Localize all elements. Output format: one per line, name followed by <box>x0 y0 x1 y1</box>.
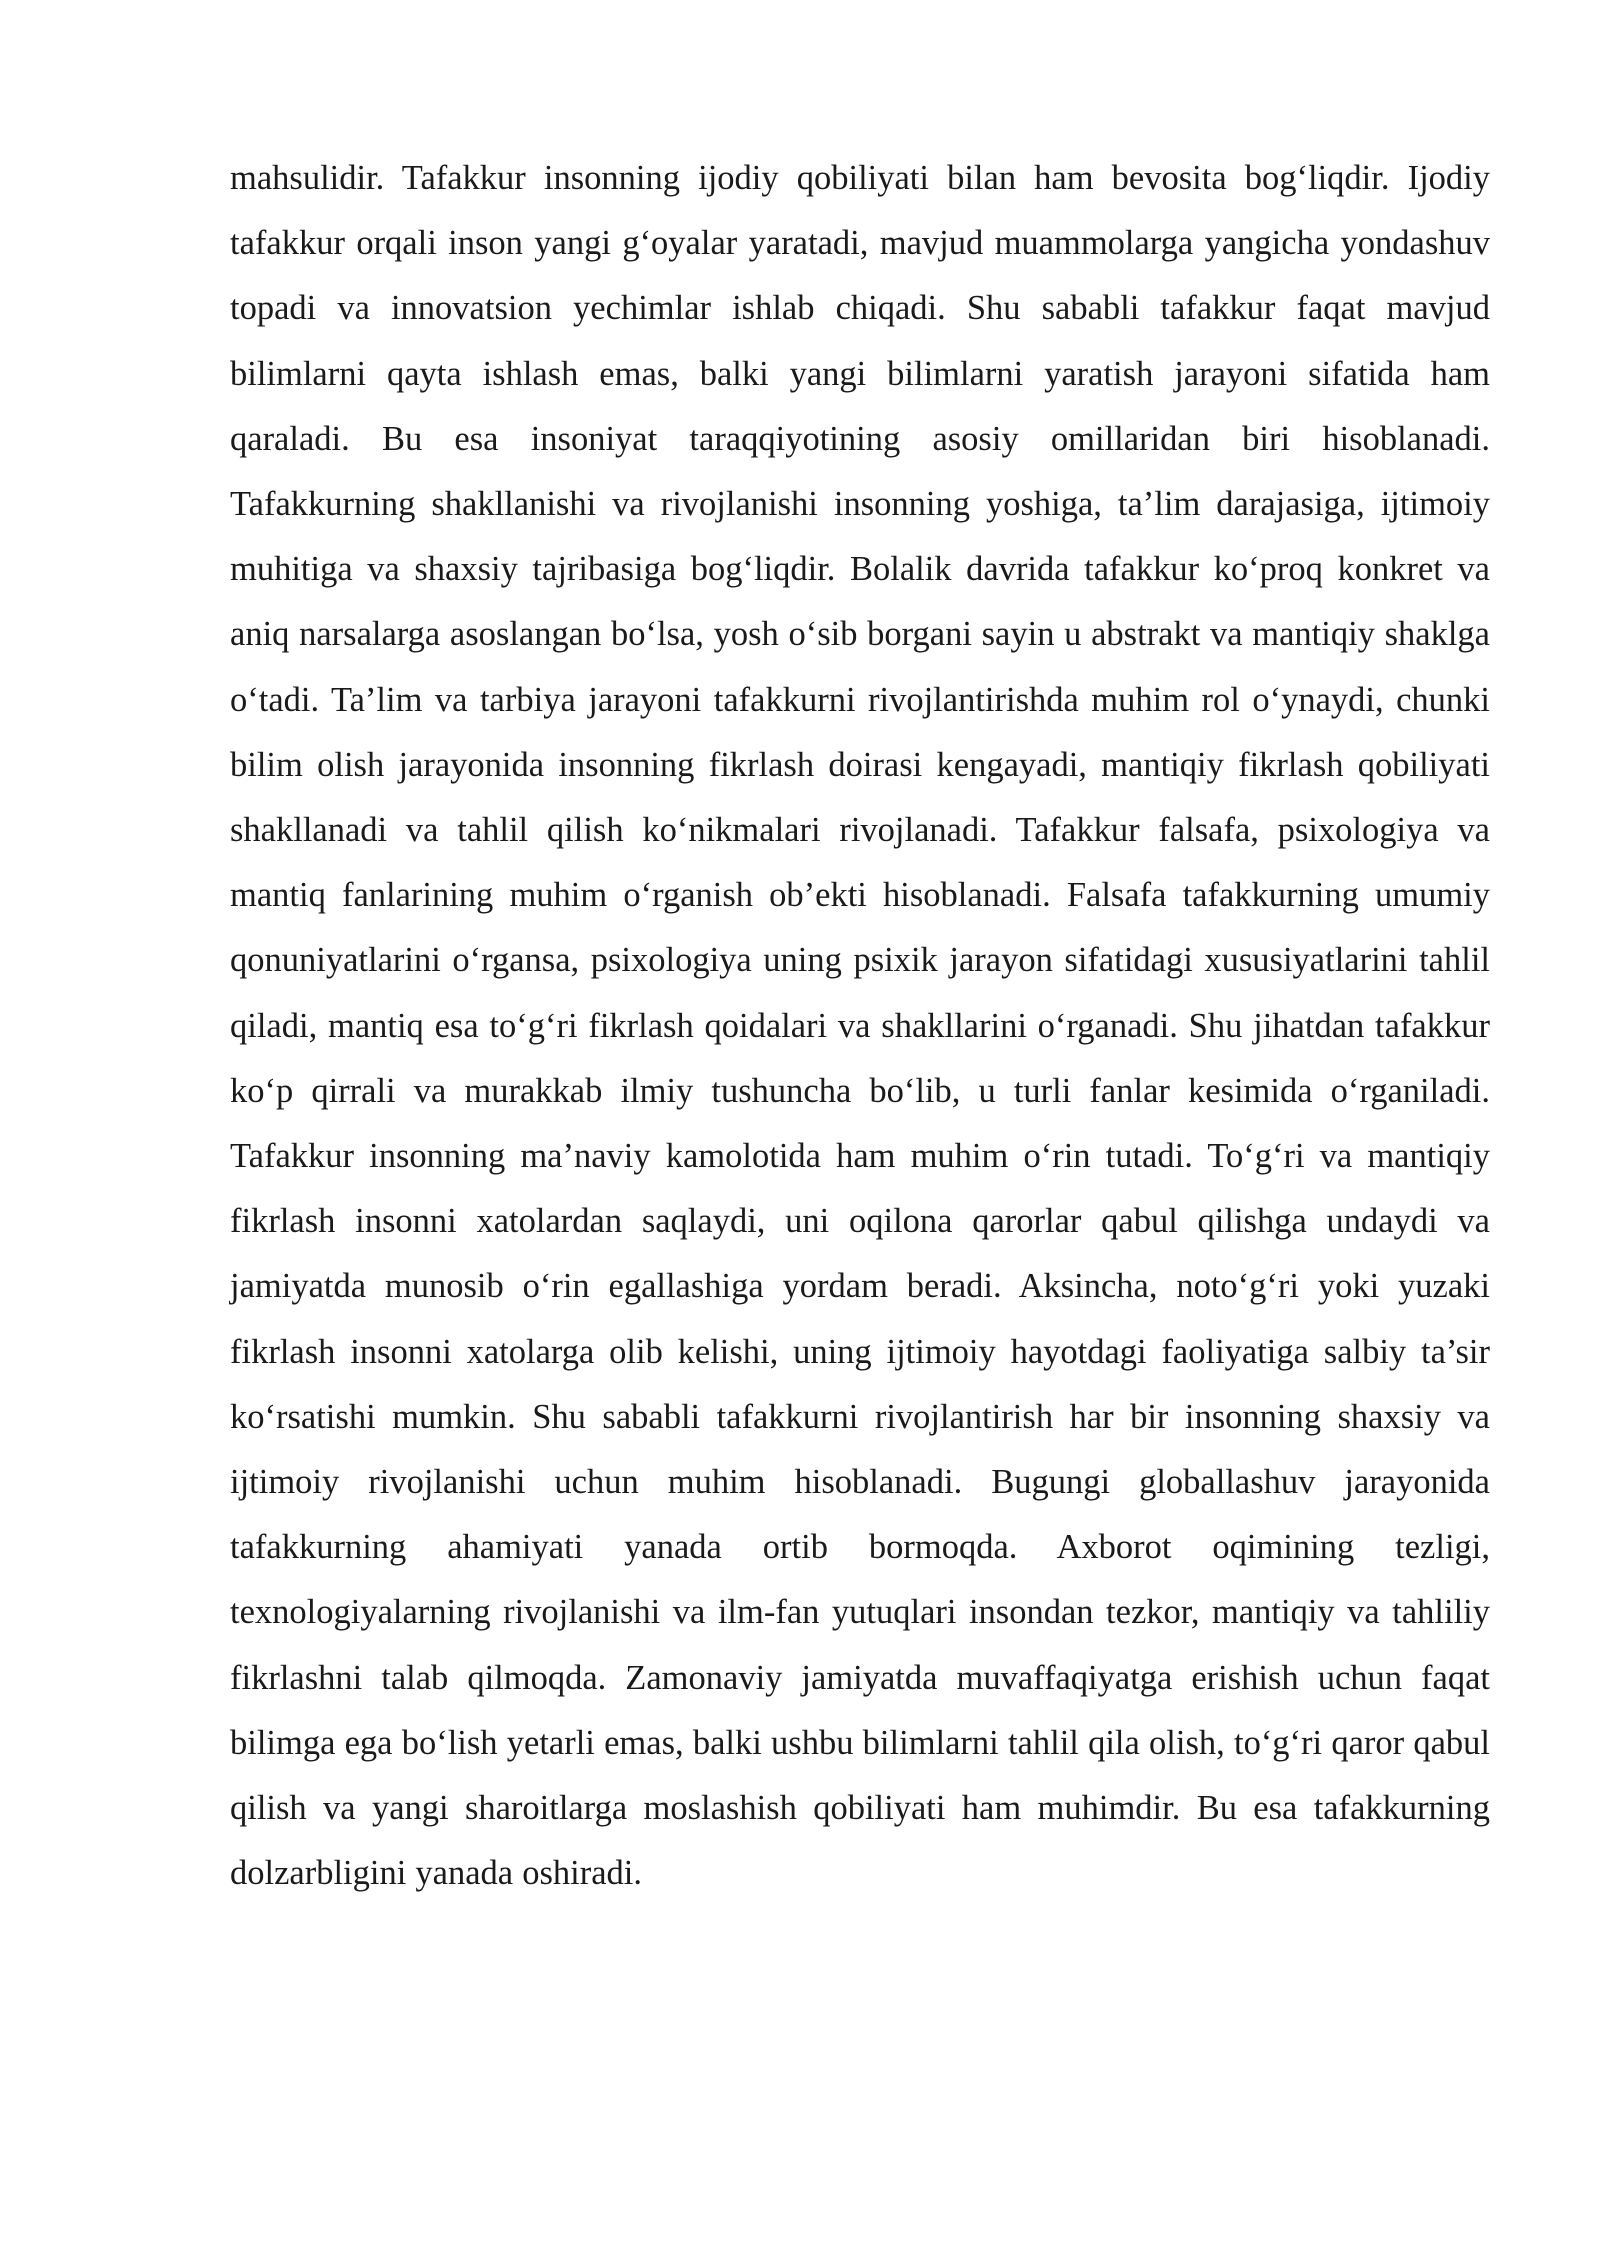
body-paragraph: mahsulidir. Tafakkur insonning ijodiy qobiliyati bilan ham bevosita bog‘liqdir. Ijodiy tafakkur orqali inson yangi g‘oyalar yaratadi, mavjud muammolarga yangicha yondashuv topadi va innovatsion yechimlar ishlab chiqadi. Shu sababli tafakkur faqat mavjud bilimlarni qayta ishlash emas, balki yangi bilimlarni yaratish jarayoni sifatida ham qaraladi. Bu esa insoniyat taraqqiyotining asosiy omillaridan biri hisoblanadi. Tafakkurning shakllanishi va rivojlanishi insonning yoshiga, ta’lim darajasiga, ijtimoiy muhitiga va shaxsiy tajribasiga bog‘liqdir. Bolalik davrida tafakkur ko‘proq konkret va aniq narsalarga asoslangan bo‘lsa, yosh o‘sib borgani sayin u abstrakt va mantiqiy shaklga o‘tadi. Ta’lim va tarbiya jarayoni tafakkurni rivojlantirishda muhim rol o‘ynaydi, chunki bilim olish jarayonida insonning fikrlash doirasi kengayadi, mantiqiy fikrlash qobiliyati shakllanadi va tahlil qilish ko‘nikmalari rivojlanadi. Tafakkur falsafa, psixologiya va mantiq fanlarining muhim o‘rganish ob’ekti hisoblanadi. Falsafa tafakkurning umumiy qonuniyatlarini o‘rgansa, psixologiya uning psixik jarayon sifatidagi xususiyatlarini tahlil qiladi, mantiq esa to‘g‘ri fikrlash qoidalari va shakllarini o‘rganadi. Shu jihatdan tafakkur ko‘p qirrali va murakkab ilmiy tushuncha bo‘lib, u turli fanlar kesimida o‘rganiladi. Tafakkur insonning ma’naviy kamolotida ham muhim o‘rin tutadi. To‘g‘ri va mantiqiy fikrlash insonni xatolardan saqlaydi, uni oqilona qarorlar qabul qilishga undaydi va jamiyatda munosib o‘rin egallashiga yordam beradi. Aksincha, noto‘g‘ri yoki yuzaki fikrlash insonni xatolarga olib kelishi, uning ijtimoiy hayotdagi faoliyatiga salbiy ta’sir ko‘rsatishi mumkin. Shu sababli tafakkurni rivojlantirish har bir insonning shaxsiy va ijtimoiy rivojlanishi uchun muhim hisoblanadi. Bugungi globallashuv jarayonida tafakkurning ahamiyati yanada ortib bormoqda. Axborot oqimining tezligi, texnologiyalarning rivojlanishi va ilm-fan yutuqlari insondan tezkor, mantiqiy va tahliliy fikrlashni talab qilmoqda. Zamonaviy jamiyatda muvaffaqiyatga erishish uchun faqat bilimga ega bo‘lish yetarli emas, balki ushbu bilimlarni tahlil qila olish, to‘g‘ri qaror qabul qilish va yangi sharoitlarga moslashish qobiliyati ham muhimdir. Bu esa tafakkurning dolzarbligini yanada oshiradi. <box>230 159 1490 1893</box>
